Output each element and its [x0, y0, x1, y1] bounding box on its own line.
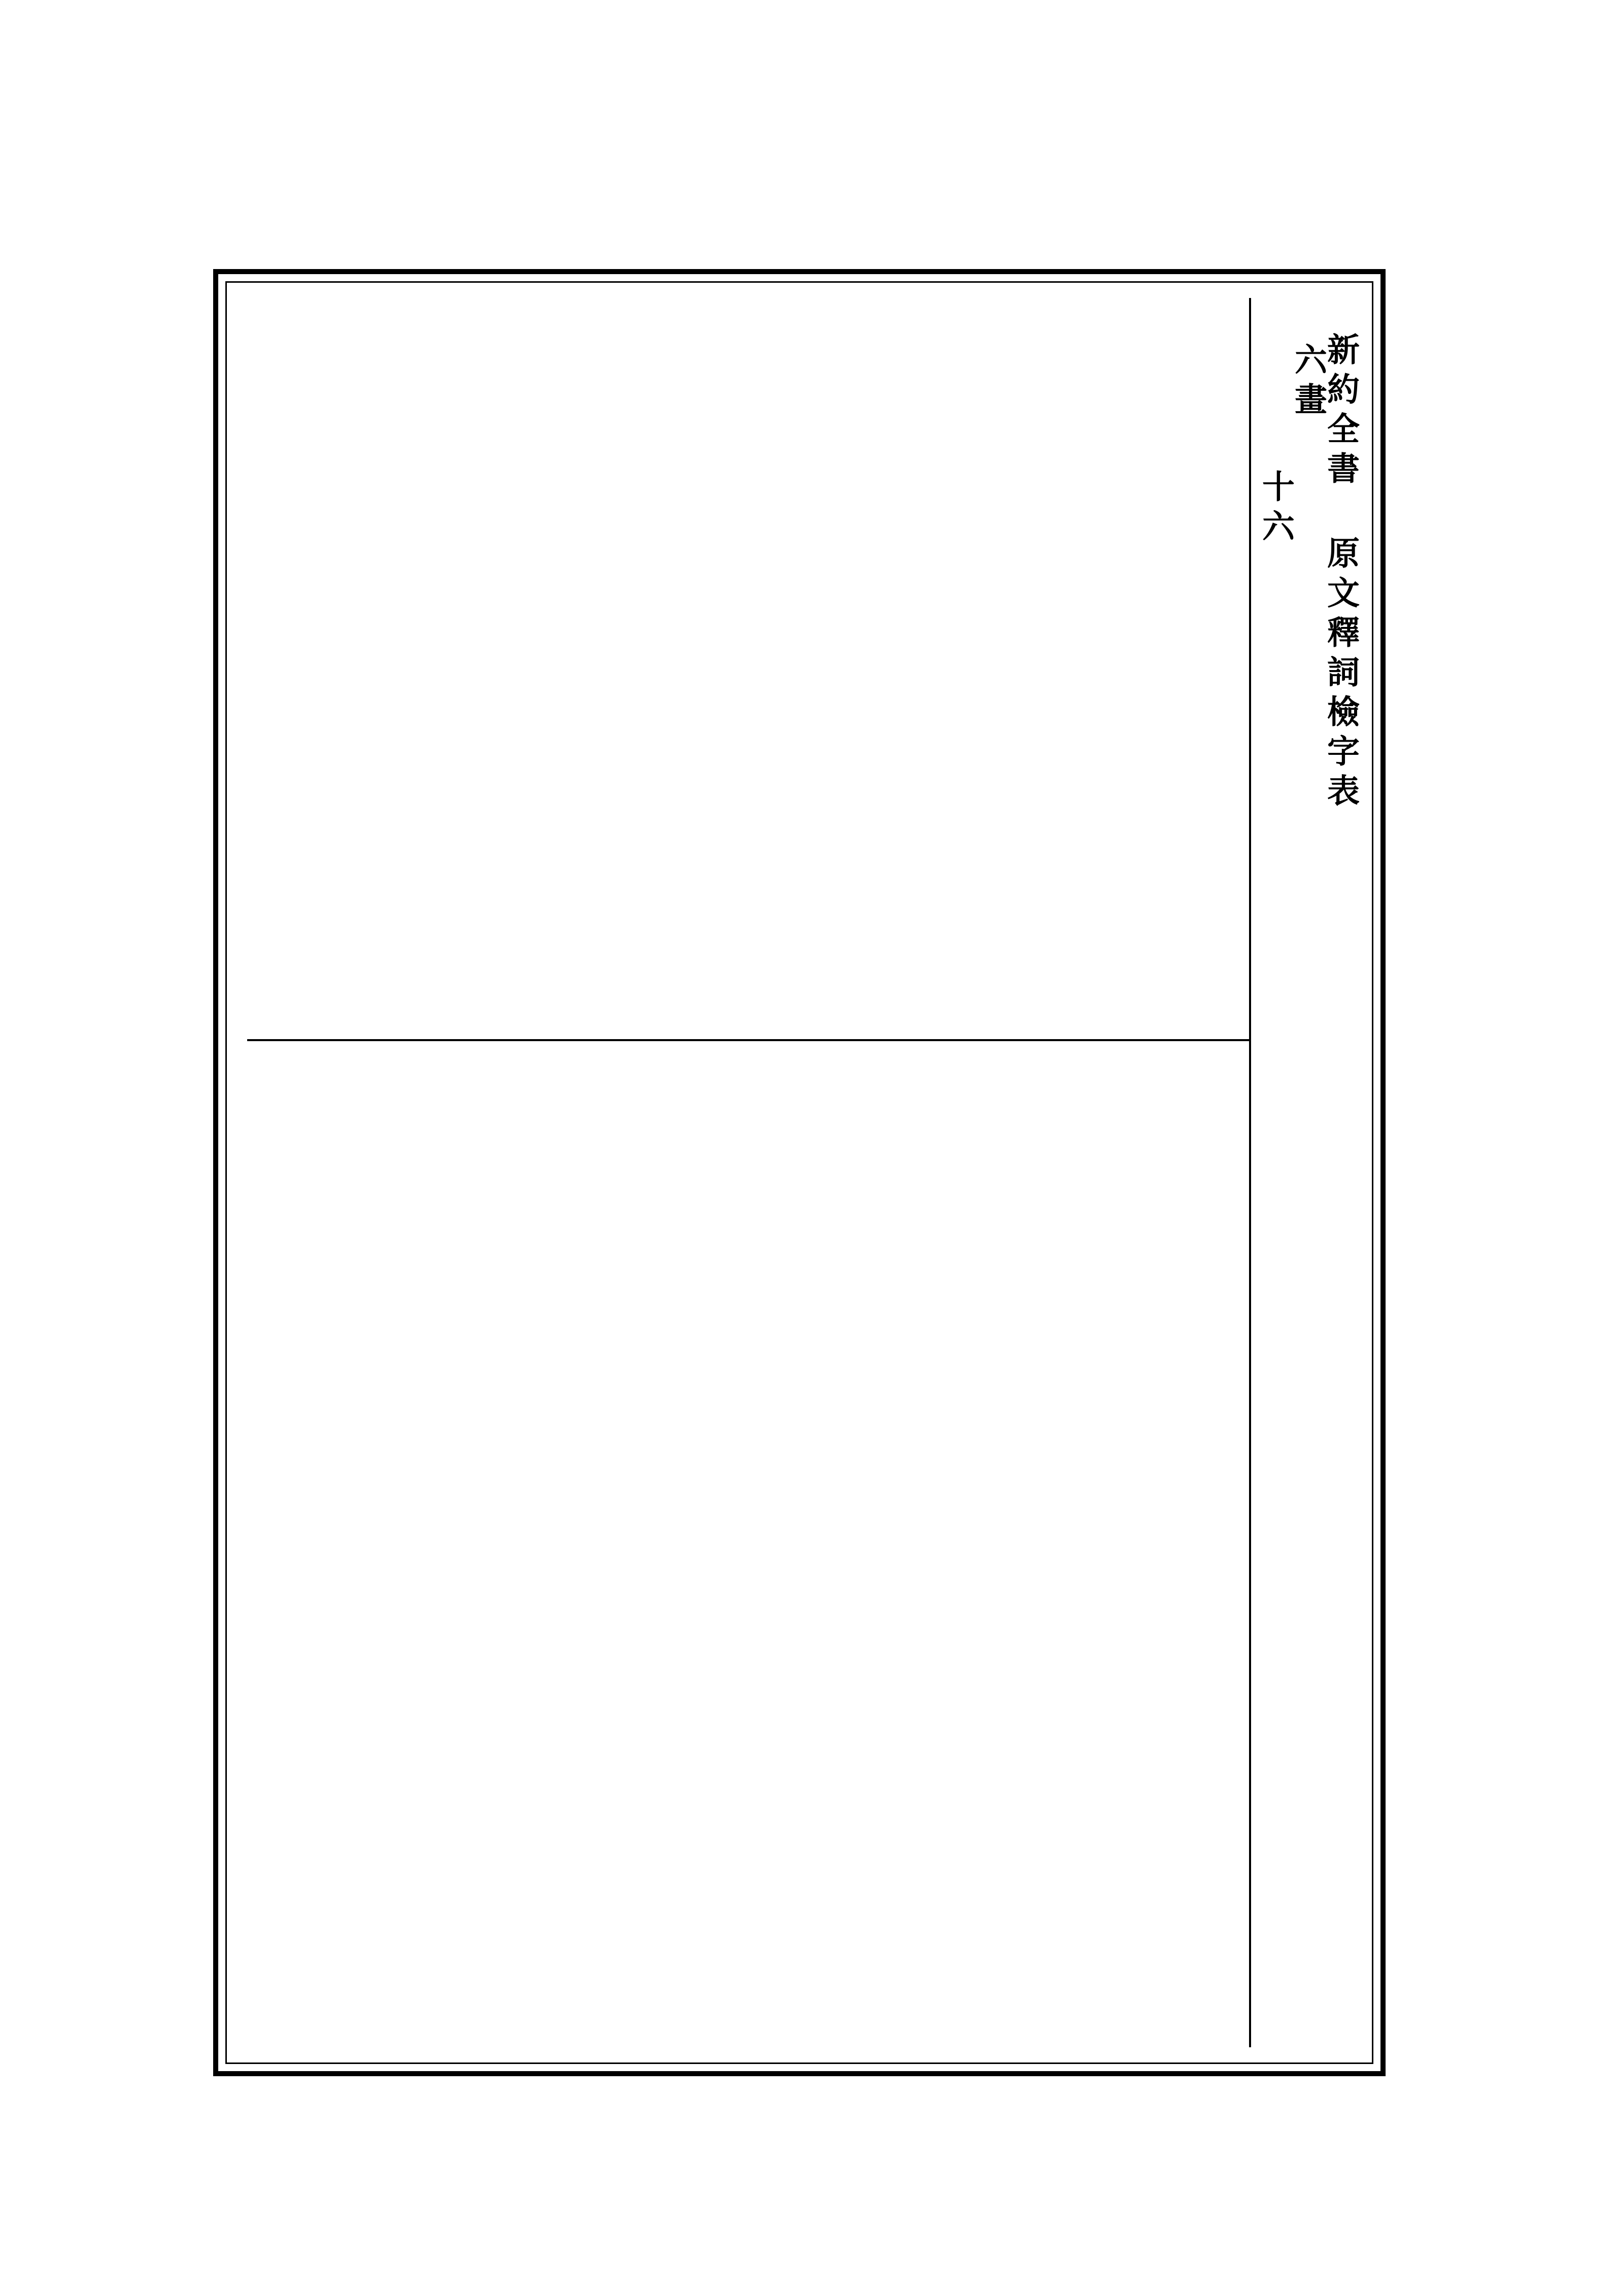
- entry-column: [1025, 313, 1077, 1014]
- entry-block-top: [497, 313, 1236, 1014]
- entry-column: [919, 313, 972, 1014]
- spine-divider-rule: [1249, 298, 1251, 2047]
- entry-column: [1077, 1064, 1130, 1765]
- page-header-spine: [1257, 302, 1360, 2047]
- entry-column: [919, 1064, 972, 1765]
- entry-column: [972, 1064, 1025, 1765]
- entry-column: [814, 1064, 866, 1765]
- section-divider-rule: [247, 1039, 1251, 1041]
- entry-column: [1025, 1064, 1077, 1765]
- entry-column: [866, 1064, 919, 1765]
- entry-column: [814, 313, 866, 1014]
- page-frame-inner-border: [225, 281, 1373, 2064]
- entry-column: [761, 1064, 814, 1765]
- entry-column: [1130, 313, 1183, 1014]
- book-title: 新約全書 原文釋詞檢字表: [1322, 332, 1360, 813]
- entry-column: [602, 1064, 655, 1765]
- entry-column: [602, 313, 655, 1014]
- stroke-count-heading-column: [497, 313, 550, 1014]
- entry-column: [1130, 1064, 1183, 1765]
- entry-column: [866, 313, 919, 1014]
- entry-column: [708, 313, 761, 1014]
- entry-column: [1077, 313, 1130, 1014]
- entry-column: [550, 1064, 602, 1765]
- entry-column: [708, 1064, 761, 1765]
- entry-column: [761, 313, 814, 1014]
- entry-column: [497, 1064, 550, 1765]
- section-title: 六畫: [1289, 343, 1327, 422]
- entry-column: [655, 1064, 708, 1765]
- entry-column: [655, 313, 708, 1014]
- page-number: 十六: [1257, 470, 1295, 549]
- entry-column: [550, 313, 602, 1014]
- entry-block-bottom: [497, 1064, 1236, 1765]
- page-frame: [213, 269, 1386, 2076]
- entry-column: [972, 313, 1025, 1014]
- section-heading-column: [1183, 1064, 1236, 1765]
- entry-column: [1183, 313, 1236, 1014]
